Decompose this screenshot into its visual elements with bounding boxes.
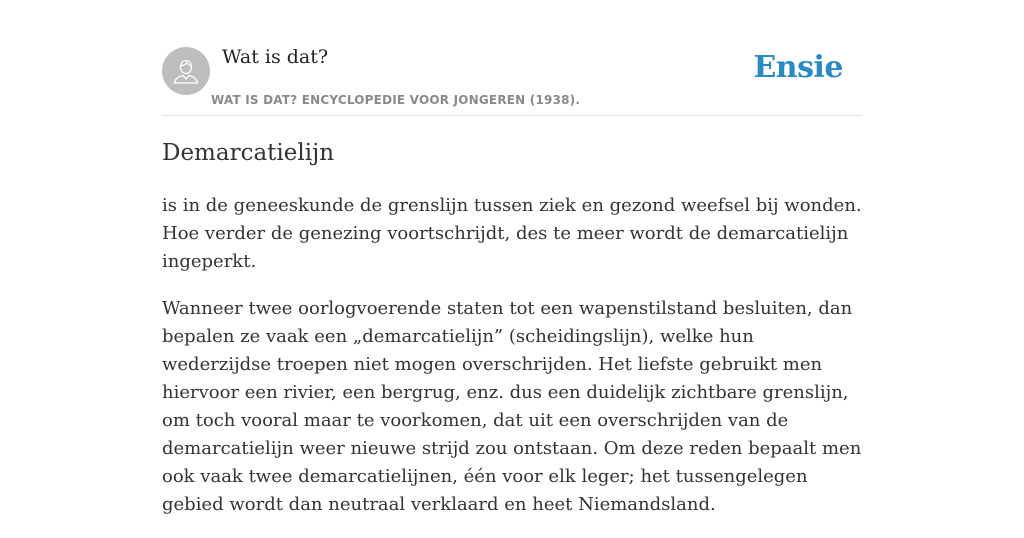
entry-paragraph: is in de geneeskunde de grenslijn tussen ziek en gezond weefsel bij wonden. Hoe verder de genezing voortschrijdt, des te meer wordt de demarcatielijn ingeperkt.	[162, 195, 862, 272]
entry-body	[162, 192, 862, 538]
page-container	[162, 0, 862, 515]
avatar[interactable]	[162, 47, 210, 95]
source-header	[162, 0, 862, 116]
source-subtitle[interactable]: WAT IS DAT? ENCYCLOPEDIE VOOR JONGEREN (1938).	[211, 93, 581, 107]
entry-title: Demarcatielijn	[162, 140, 335, 166]
user-icon	[171, 56, 201, 86]
source-title[interactable]: Wat is dat?	[222, 46, 329, 68]
entry-paragraph: Wanneer twee oorlogvoerende staten tot een wapenstilstand besluiten, dan bepalen ze vaak een „demarcatielijn” (scheidingslijn), welke hun wederzijdse troepen niet mogen overschrijden. Het liefste gebruikt men hiervoor een rivier, een bergrug, enz. dus een duidelijk zichtbare grenslijn, om toch vooral maar te voorkomen, dat uit een overschrijden van de demarcatielijn weer nieuwe strijd zou ontstaan. Om deze reden bepaalt men ook vaak twee demarcatielijnen, één voor elk leger; het tussengelegen gebied wordt dan neutraal verklaard en heet Niemandsland.	[162, 298, 862, 515]
ensie-logo[interactable]: Ensie	[753, 50, 843, 85]
